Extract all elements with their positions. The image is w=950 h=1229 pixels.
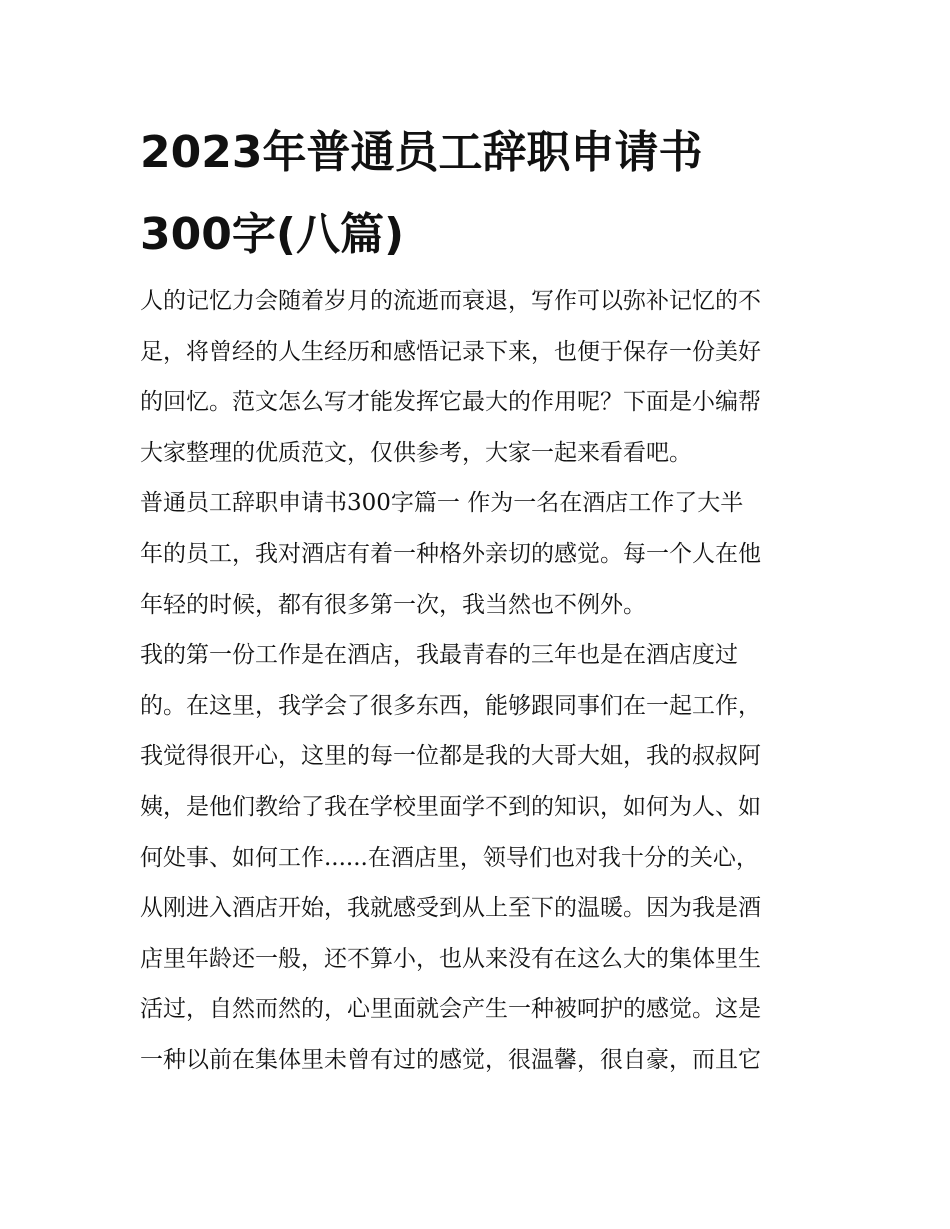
document-title [140,112,812,276]
text-line: 我的第一份工作是在酒店，我最青春的三年也是在酒店度过 [140,642,738,669]
document-body [140,276,812,1086]
text-line: 姨，是他们教给了我在学校里面学不到的知识，如何为人、如 [140,793,761,820]
title-line: 2023年普通员工辞职申请书 [140,127,703,178]
text-line: 大家整理的优质范文，仅供参考，大家一起来看看吧。 [140,439,692,466]
text-line: 普通员工辞职申请书300字篇一 作为一名在酒店工作了大半 [140,490,744,517]
paragraph-section-1 [140,478,812,630]
text-line: 从刚进入酒店开始，我就感受到从上至下的温暖。因为我是酒 [140,895,761,922]
text-line: 我觉得很开心，这里的每一位都是我的大哥大姐，我的叔叔阿 [140,743,761,770]
paragraph-intro [140,276,812,478]
text-line: 活过，自然而然的，心里面就会产生一种被呵护的感觉。这是 [140,996,761,1023]
text-line: 的。在这里，我学会了很多东西，能够跟同事们在一起工作， [140,692,761,719]
text-line: 店里年龄还一般，还不算小，也从来没有在这么大的集体里生 [140,945,761,972]
paragraph-first-job [140,630,812,1085]
text-line: 何处事、如何工作......在酒店里，领导们也对我十分的关心， [140,844,759,871]
text-line: 人的记忆力会随着岁月的流逝而衰退，写作可以弥补记忆的不 [140,288,761,314]
title-line: 300字(八篇) [140,209,405,260]
text-line: 足，将曾经的人生经历和感悟记录下来，也便于保存一份美好 [140,338,761,365]
text-line: 年的员工，我对酒店有着一种格外亲切的感觉。每一个人在他 [140,540,761,567]
text-line: 一种以前在集体里未曾有过的感觉，很温馨，很自豪，而且它 [140,1046,761,1073]
text-line: 年轻的时候，都有很多第一次，我当然也不例外。 [140,591,646,618]
text-line: 的回忆。范文怎么写才能发挥它最大的作用呢？下面是小编帮 [140,389,761,416]
